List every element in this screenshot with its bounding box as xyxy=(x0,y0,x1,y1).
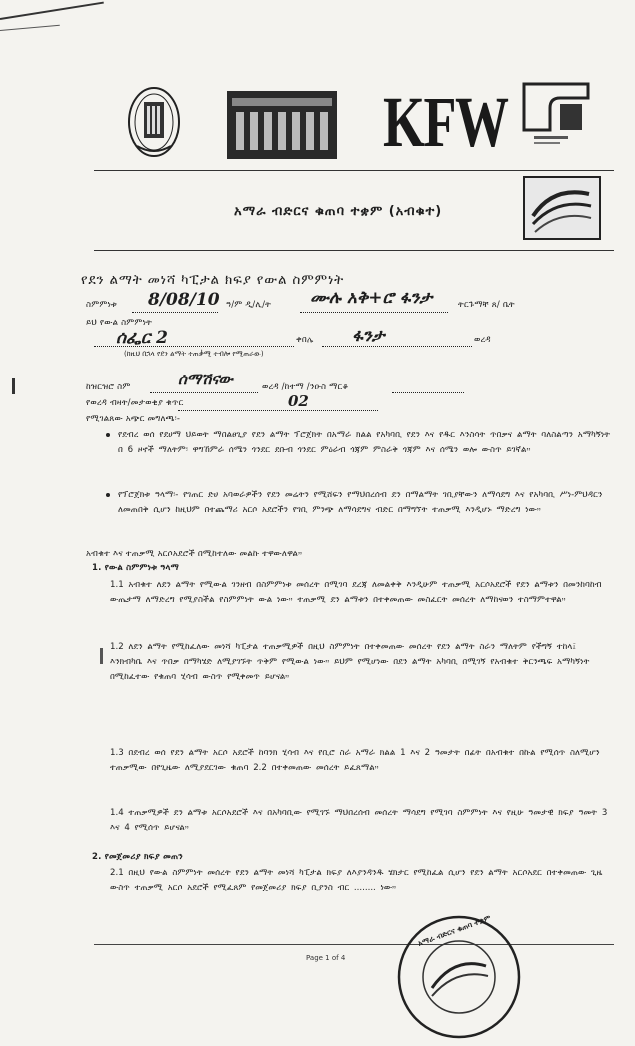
clause-item: 1.2 ለደን ልማት የሚከፈለው መነሻ ካፒታል ተጠቃሚዎች በዚህ ስምምነት በተቀመጠው መሰረት የደን ልማት ስራን ማለትም የችግኝ ተከላ፤ እንክብካቤ እና ጥበቃ በማካሄድ ለሚያገኙት ጥቅም የሚውል ነው። ይህም የሚሆነው በደን ልማት አካባቢ በሚገኝ የአብቁተ ቅርንጫፍ አማካኝነት በሚከፈተው የቁጠባ ሂሳብ ውስጥ የሚቀመጥ ይሆናል። xyxy=(110,642,590,682)
building-logo xyxy=(226,90,338,160)
row2-text: ይህ የውል ስምምነት xyxy=(86,318,153,328)
row1-underline xyxy=(300,312,448,313)
kfw-logo xyxy=(383,82,508,162)
partner-logo xyxy=(520,80,592,152)
row5-label: የወረዳ ብዛት/መታወቂያ ቁጥር xyxy=(86,398,184,408)
description-paragraph: የፕሮጀክቱ ዓላማ፡- የገጠር ድሀ አባወራዎችን የደን መሬትን የሚሸፍን የማህበረሰብ ደን በማልማት ገቢያቸውን ለማሳደግ እና የአካባቢ ሥነ-ምህዳርን ለመጠበቅ ሲሆን ከዚህም በተጨማሪ አርሶ አደሮችን የገቢ ምንጭ ለማሳደግና ብድር በማግኘት ተጠቃሚ እንዲሆኑ ማድረግ ነው። xyxy=(118,490,603,515)
crest-logo xyxy=(127,86,181,158)
beneficiary-name: ሙሉ አቅ+ሮ ፋንታ xyxy=(310,288,433,308)
row4-underline xyxy=(392,392,464,393)
section-heading: 1. የውል ስምምነቱ ዓላማ xyxy=(92,563,180,573)
footer-rule xyxy=(94,944,614,945)
row1-suffix: ትርጉማቸ ጸ/ ቤት xyxy=(458,300,515,310)
row3-label3: ወረዳ xyxy=(474,335,491,345)
acsi-logo xyxy=(523,176,601,240)
scan-streak xyxy=(0,2,104,20)
row1-underline xyxy=(132,312,218,313)
clause-item: 1.4 ተጠቃሚዎች ደን ልማቱ አርሶአደሮች እና በአካባቢው የሚገኙ ማህበረሰብ መሰረት ማሳደግ የሚገባ ስምምነት እና የዚሁ ዓመታዊ ክፍያ ዓመት 3 እና 4 የሚሰጥ ይሆናል። xyxy=(110,808,608,833)
margin-mark xyxy=(12,378,15,394)
row3-note: (ከዚህ በኋላ የደን ልማት ተጠቃሚ ተብሎ የሚጠራው) xyxy=(124,350,264,358)
row4-label: ከዝርዝሮ ስም xyxy=(86,382,131,392)
clause-item: 1.3 በደብረ ወሰ የደን ልማት አርሶ አደሮች ከባንክ ሂሳብ እና የቢሮ ስራ አማራ ክልል 1 እና 2 ዓመታት በፊት በአብቁተ በኩል የሚሰጥ ስለሚሆን ተጠቃሚው በየጊዜው ለሚያደርገው ቁጠባ 2.2 በተቀመጠው መሰረት ይፈጸማል። xyxy=(110,748,600,773)
row3-underline xyxy=(322,346,472,347)
row4-suffix: ወረዳ /ከተማ /ንዑስ ማርቆ xyxy=(262,382,349,392)
page-number: Page 1 of 4 xyxy=(306,954,346,962)
header-rule-bottom xyxy=(94,250,614,251)
village-value: ፋንታ xyxy=(352,326,385,346)
description-paragraph: የደብረ ወሰ የደሀማ ህይወት ማበልፀጊያ የደን ልማት ፕሮጀክት በአማራ ክልል የአካባቢ የደን እና የዱር እንስሳት ጥበቃና ልማት ባለስልጣን አማካኝነት በ 6 ዞኖች ማለትም፡ ዋግኸምራ ሰሜን ጎንደር ደቡብ ጎንደር ምዕራብ ጎጃም ምስራቅ ጎጃም እና ሰሜን ወሎ ውስጥ ይገኛል። xyxy=(118,430,611,455)
row4-underline xyxy=(150,392,258,393)
margin-mark xyxy=(100,648,103,664)
bullet-icon xyxy=(106,493,110,497)
official-stamp xyxy=(394,912,524,1042)
org-name: አማራ ብድርና ቁጠባ ተቋም (አብቁተ) xyxy=(234,204,443,219)
kfw-logo-text: KFW xyxy=(383,82,508,162)
section-heading: 2. የመጀመሪያ ክፍያ መጠን xyxy=(92,852,183,862)
header-rule-top xyxy=(94,170,614,171)
row4-value: ሰማሽናው xyxy=(178,370,233,388)
agreement-date: 8/08/10 xyxy=(148,290,220,310)
row5-value: 02 xyxy=(288,392,309,410)
row3-underline xyxy=(94,346,294,347)
row6-text: የሚገልጸው አጭር መግለጫ፡- xyxy=(86,414,181,424)
clause-item: 2.1 በዚህ የውል ስምምነት መሰረት የደን ልማት መነሻ ካፒታል ክፍያ ለእያንዳንዱ ሄክታር የሚከፈል ሲሆን የደን ልማት አርሶአደር በተቀመጠው ጊዜ ውስጥ ተጠቃሚ አርሶ አደሮች የሚፈጸም የመጀመሪያ ክፍያ ቢያንስ ብር ........ ነው። xyxy=(110,868,603,893)
form-title: የደን ልማት መነሻ ካፒታል ክፍያ የውል ስምምነት xyxy=(81,272,345,288)
scan-streak xyxy=(0,25,60,31)
row5-underline xyxy=(178,410,378,411)
clause-item: 1.1 አብቁተ ለደን ልማት የሚውል ገንዘብ በስምምነቱ መሰረት በሚገባ ደረጃ ለመልቀቅ እንዲሁም ተጠቃሚ አርሶአደሮች የደን ልማቱን በመንከባከብ ውጤታማ ለማድረግ የሚያስችል የስምምነት ውል ነው። ተጠቃሚ ደን ልማቱን በተቀመጠው መስፈርት መሰረት ለማከናወን ተስማምተዋል። xyxy=(110,580,602,605)
intro-text: አብቁተ እና ተጠቃሚ አርሶአደሮች በሚከተለው መልኩ ተዋውለዋል። xyxy=(86,549,303,559)
row1-mid: ዓ/ም ዲ/ሊ/ት xyxy=(226,300,272,310)
bullet-icon xyxy=(106,433,110,437)
kebele-value: ሰፌር 2 xyxy=(116,328,169,348)
row3-label2: ቀበሌ xyxy=(296,335,314,345)
agreement-prefix: ስምምነቱ xyxy=(86,300,117,310)
stamp-text: አማራ ብድርና ቁጠባ ተቋም xyxy=(416,913,492,948)
